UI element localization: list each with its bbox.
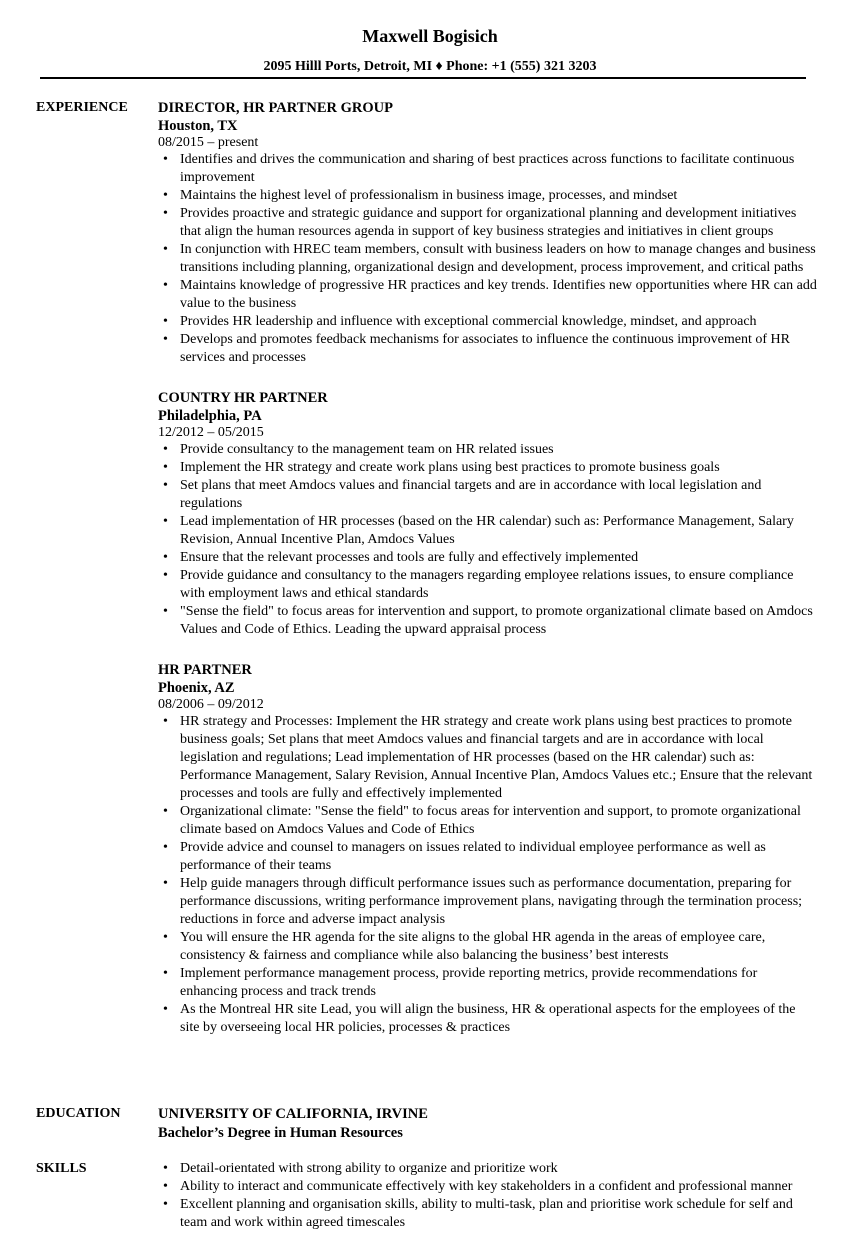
skill-item: • Excellent planning and organisation skills, ability to multi-task, plan and prioritise work schedule for self and team and work within agreed timescales (180, 1196, 818, 1232)
job-location: Philadelphia, PA (158, 408, 262, 424)
job-title: DIRECTOR, HR PARTNER GROUP (158, 100, 393, 116)
job-bullet: • Provides proactive and strategic guidance and support for organizational planning and development initiatives that align the human resources agenda in support of key business strategies and initiatives in client groups (180, 205, 818, 241)
job-entry (158, 99, 818, 367)
job-bullet: • Set plans that meet Amdocs values and financial targets and are in accordance with local legislation and regulations (180, 477, 818, 513)
skill-item: • Ability to interact and communicate effectively with key stakeholders in a confident and professional manner (180, 1178, 818, 1196)
skill-item: • Detail-orientated with strong ability to organize and prioritize work (180, 1160, 818, 1178)
header-divider (40, 77, 806, 79)
job-bullets (158, 151, 818, 367)
job-bullet: • Provide guidance and consultancy to the managers regarding employee relations issues, to ensure compliance with employment laws and ethical standards (180, 567, 818, 603)
job-bullet: • Implement performance management process, provide reporting metrics, provide recommendations for enhancing process and track trends (180, 965, 818, 1001)
job-location: Houston, TX (158, 118, 238, 134)
job-dates: 08/2006 – 09/2012 (158, 697, 264, 712)
skills-body (158, 1160, 818, 1232)
job-bullet: • Lead implementation of HR processes (based on the HR calendar) such as: Performance Management, Salary Revision, Annual Incentive Plan, Amdocs Values (180, 513, 818, 549)
job-bullet: • Ensure that the relevant processes and tools are fully and effectively implemented (180, 549, 818, 567)
degree-name: Bachelor’s Degree in Human Resources (158, 1125, 403, 1141)
education-body (158, 1105, 818, 1143)
job-location: Phoenix, AZ (158, 680, 235, 696)
job-bullet: • Provide advice and counsel to managers on issues related to individual employee performance as well as performance of their teams (180, 839, 818, 875)
job-bullet: • Identifies and drives the communication and sharing of best practices across functions to facilitate continuous improvement (180, 151, 818, 187)
job-bullet: • Organizational climate: "Sense the field" to focus areas for intervention and support, to promote organizational climate based on Amdocs Values and Code of Ethics (180, 803, 818, 839)
job-title: COUNTRY HR PARTNER (158, 390, 328, 406)
job-bullet: • You will ensure the HR agenda for the site aligns to the global HR agenda in the areas of employee care, consistency & fairness and compliance while also balancing the business’ best interests (180, 929, 818, 965)
section-label-skills: SKILLS (36, 1161, 87, 1176)
candidate-name: Maxwell Bogisich (362, 26, 498, 46)
job-bullets (158, 713, 818, 1037)
section-label-experience: EXPERIENCE (36, 100, 128, 115)
job-bullets (158, 441, 818, 639)
skills-list (158, 1160, 818, 1232)
contact-line: 2095 Hilll Ports, Detroit, MI ♦ Phone: +1 (555) 321 3203 (263, 59, 597, 74)
job-bullet: • Implement the HR strategy and create work plans using best practices to promote business goals (180, 459, 818, 477)
job-title: HR PARTNER (158, 662, 252, 678)
experience-body (158, 99, 818, 1059)
job-entry (158, 389, 818, 639)
job-bullet: • Help guide managers through difficult performance issues such as performance documentation, preparing for performance discussions, writing performance improvement plans, navigating through the termination process; reductions in force and adverse impact analysis (180, 875, 818, 929)
job-bullet: • HR strategy and Processes: Implement the HR strategy and create work plans using best practices to promote business goals; Set plans that meet Amdocs values and financial targets and are in accordance with local legislation and regulations; Lead implementation of HR processes (based on the HR calendar) such as: Performance Management, Salary Revision, Annual Incentive Plan, Amdocs Values etc.; Ensure that the relevant processes and tools are fully and effectively implemented (180, 713, 818, 803)
job-bullet: • In conjunction with HREC team members, consult with business leaders on how to manage changes and business transitions including planning, organizational design and development, process improvement, and critical paths (180, 241, 818, 277)
school-name: UNIVERSITY OF CALIFORNIA, IRVINE (158, 1106, 428, 1122)
section-label-education: EDUCATION (36, 1106, 121, 1121)
job-bullet: • Maintains knowledge of progressive HR practices and key trends. Identifies new opportunities where HR can add value to the business (180, 277, 818, 313)
job-dates: 12/2012 – 05/2015 (158, 425, 264, 440)
job-bullet: • Provide consultancy to the management team on HR related issues (180, 441, 818, 459)
job-bullet: • Develops and promotes feedback mechanisms for associates to influence the continuous improvement of HR services and processes (180, 331, 818, 367)
job-bullet: • As the Montreal HR site Lead, you will align the business, HR & operational aspects for the employees of the site by overseeing local HR policies, processes & practices (180, 1001, 818, 1037)
job-entry (158, 661, 818, 1037)
job-bullet: • Provides HR leadership and influence with exceptional commercial knowledge, mindset, and approach (180, 313, 818, 331)
job-bullet: • "Sense the field" to focus areas for intervention and support, to promote organizational climate based on Amdocs Values and Code of Ethics. Leading the upward appraisal process (180, 603, 818, 639)
job-dates: 08/2015 – present (158, 135, 259, 150)
job-bullet: • Maintains the highest level of professionalism in business image, processes, and mindset (180, 187, 818, 205)
